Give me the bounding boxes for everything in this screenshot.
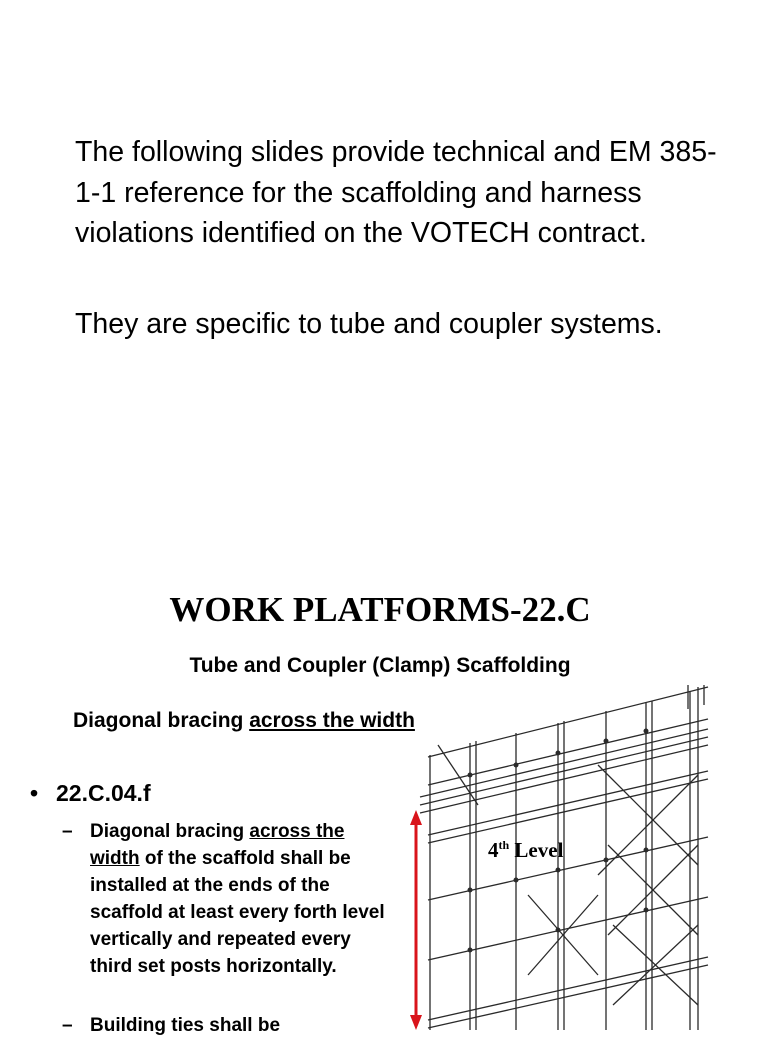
dash-marker: – [62,821,73,842]
level-suffix: th [498,838,510,852]
slide-subtitle: Tube and Coupler (Clamp) Scaffolding [189,654,571,677]
slide-title: WORK PLATFORMS-22.C [169,590,591,629]
sub-bullet-item [62,818,392,980]
level-word: Level [509,838,564,862]
level-height-arrow [410,810,422,1030]
sub-bullet-prefix: Diagonal bracing [90,821,250,842]
sub-bullet-text [62,818,392,980]
intro-paragraph: The following slides provide technical and EM 385-1-1 reference for the scaffolding and harness violations identified on the VOTECH contract. [75,136,717,249]
section-heading-text: Diagonal bracing [73,709,250,732]
bullet-label: 22.C.04.f [56,780,151,806]
section-heading-underlined: across the width [249,709,415,732]
dash-marker-2: – [62,1015,73,1036]
intro-paragraph-2: They are specific to tube and coupler systems. [75,308,663,340]
section-heading [73,709,415,733]
level-label [488,838,563,863]
sub-bullet-item-2 [62,1012,392,1039]
sub-bullet-rest: of the scaffold shall be installed at the ends of the scaffold at least every forth level vertically and repeated every third set posts horizontally. [90,848,385,977]
sub-bullet-underlined: across the width [90,821,345,869]
sub-bullet-text-2: Building ties shall be [90,1015,281,1036]
work-platforms-slide [0,560,768,1036]
bullet-marker: • [30,780,39,806]
level-number: 4 [488,838,499,862]
bullet-item [30,780,151,807]
